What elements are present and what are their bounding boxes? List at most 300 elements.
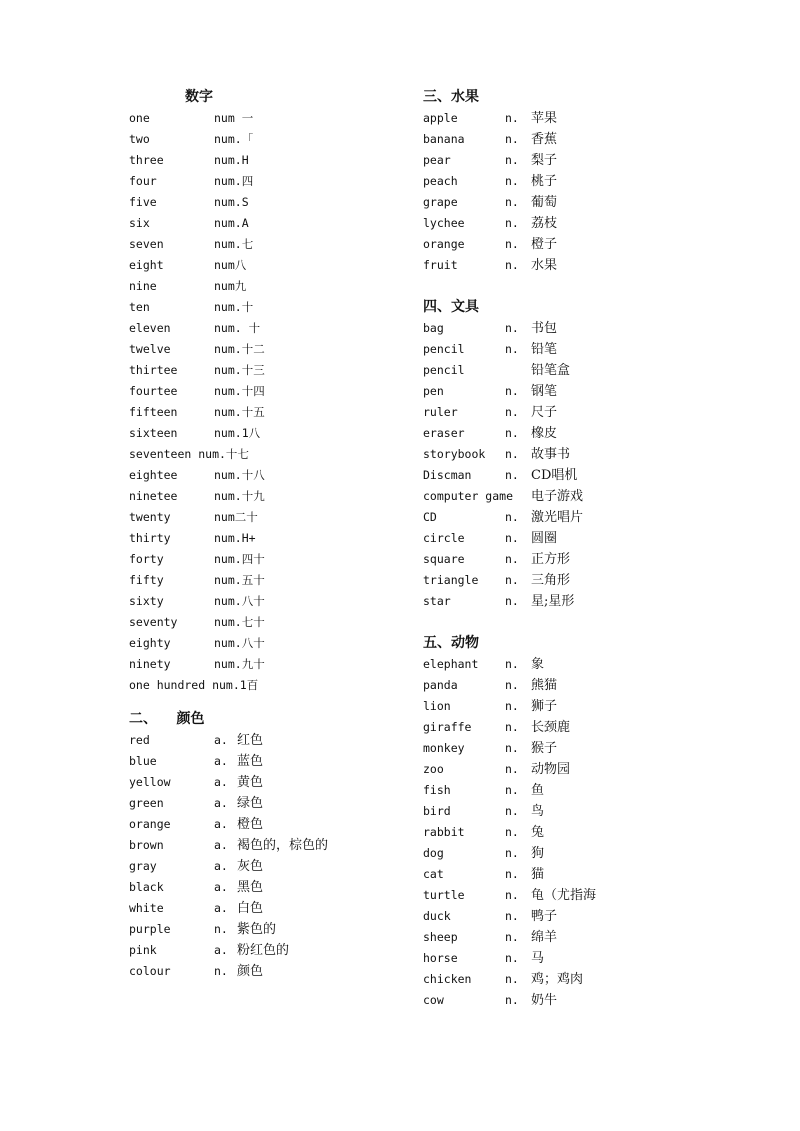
vocab-part-of-speech: n. (505, 762, 519, 776)
vocab-meaning: 钢笔 (531, 384, 558, 399)
vocab-row (129, 940, 399, 961)
vocab-meaning: num.十九 (214, 489, 265, 503)
vocab-meaning: 故事书 (531, 447, 571, 462)
vocab-word: red (129, 733, 150, 747)
vocab-word: peach (423, 174, 458, 188)
vocab-meaning: num.1八 (214, 426, 261, 440)
vocab-meaning: 黑色 (237, 880, 264, 895)
vocab-word: cat (423, 867, 444, 881)
vocab-row (423, 843, 723, 864)
vocab-part-of-speech: n. (505, 405, 519, 419)
vocab-part-of-speech: n. (505, 237, 519, 251)
vocab-row (129, 339, 399, 360)
vocab-row (129, 297, 399, 318)
vocab-row (423, 969, 723, 990)
vocab-part-of-speech: n. (505, 258, 519, 272)
vocab-word: fifteen (129, 405, 178, 419)
vocab-part-of-speech: n. (505, 510, 519, 524)
vocab-meaning: 白色 (237, 901, 264, 916)
vocab-row (423, 339, 723, 360)
vocab-row (423, 318, 723, 339)
vocab-word: duck (423, 909, 451, 923)
vocab-meaning: 绵羊 (531, 930, 558, 945)
vocab-meaning: num九 (214, 279, 247, 293)
vocab-part-of-speech: a. (214, 880, 228, 894)
vocab-word: white (129, 901, 164, 915)
vocab-part-of-speech: n. (505, 594, 519, 608)
vocab-row (129, 591, 399, 612)
vocab-row (423, 234, 723, 255)
vocab-meaning: num 一 (214, 111, 254, 125)
vocab-row (129, 129, 399, 150)
vocab-word: grape (423, 195, 458, 209)
vocab-word: eight (129, 258, 164, 272)
vocab-meaning: num.十五 (214, 405, 265, 419)
vocab-meaning: num.「 (214, 132, 254, 146)
vocab-word: storybook (423, 447, 486, 461)
vocab-meaning: num八 (214, 258, 247, 272)
vocab-row (129, 675, 399, 696)
vocab-word: yellow (129, 775, 171, 789)
vocab-part-of-speech: n. (505, 132, 519, 146)
vocab-meaning: num.九十 (214, 657, 265, 671)
vocab-row (129, 528, 399, 549)
vocab-row (423, 507, 723, 528)
vocab-part-of-speech: n. (505, 153, 519, 167)
stationery-section (423, 296, 723, 612)
vocab-word: five (129, 195, 157, 209)
vocab-row (423, 822, 723, 843)
vocab-word: cow (423, 993, 444, 1007)
vocab-meaning: 象 (531, 657, 545, 672)
vocab-meaning: 桃子 (531, 174, 558, 189)
vocab-word: circle (423, 531, 465, 545)
vocab-meaning: num.八十 (214, 594, 265, 608)
vocab-word: orange (423, 237, 465, 251)
vocab-part-of-speech: n. (505, 699, 519, 713)
vocab-meaning: num.十八 (214, 468, 265, 482)
vocab-row (423, 591, 723, 612)
vocab-row (423, 192, 723, 213)
vocab-part-of-speech: a. (214, 754, 228, 768)
vocab-meaning: num.八十 (214, 636, 265, 650)
vocab-meaning: 长颈鹿 (531, 720, 571, 735)
vocab-row (423, 717, 723, 738)
left-column (129, 86, 399, 982)
vocab-row (423, 927, 723, 948)
numbers-heading: 数字 (185, 89, 213, 105)
vocab-part-of-speech: n. (505, 951, 519, 965)
vocab-meaning: num. 十 (214, 321, 261, 335)
vocab-row (423, 885, 723, 906)
animals-heading: 五、动物 (423, 635, 479, 651)
vocab-word: giraffe (423, 720, 472, 734)
vocab-word: nine (129, 279, 157, 293)
vocab-row (129, 835, 399, 856)
vocab-meaning: 铅笔 (531, 342, 558, 357)
vocab-part-of-speech: n. (505, 741, 519, 755)
vocab-word: one (129, 111, 150, 125)
vocab-part-of-speech: n. (505, 468, 519, 482)
vocab-row (129, 730, 399, 751)
vocab-meaning: 紫色的 (237, 922, 277, 937)
vocab-row (129, 402, 399, 423)
vocab-row (129, 360, 399, 381)
vocab-meaning: 绿色 (237, 796, 264, 811)
vocab-row (129, 381, 399, 402)
vocab-meaning: 灰色 (237, 859, 264, 874)
vocab-row (129, 814, 399, 835)
vocab-word: twenty (129, 510, 171, 524)
vocab-meaning: num.四 (214, 174, 254, 188)
vocab-word: fruit (423, 258, 458, 272)
vocab-meaning: 香蕉 (531, 132, 558, 147)
vocab-word: twelve (129, 342, 171, 356)
vocab-row (423, 906, 723, 927)
vocab-part-of-speech: n. (505, 993, 519, 1007)
vocab-row (423, 570, 723, 591)
vocab-row (129, 549, 399, 570)
vocab-row (129, 423, 399, 444)
vocab-part-of-speech: a. (214, 838, 228, 852)
vocab-word: eraser (423, 426, 465, 440)
vocab-meaning: 狮子 (531, 699, 558, 714)
vocab-word: pencil (423, 363, 465, 377)
numbers-section (129, 86, 399, 696)
vocab-row (423, 696, 723, 717)
vocab-part-of-speech: a. (214, 817, 228, 831)
vocab-meaning: 三角形 (531, 573, 571, 588)
vocab-row (129, 276, 399, 297)
vocab-row (129, 772, 399, 793)
vocab-row (423, 381, 723, 402)
vocab-word: sheep (423, 930, 458, 944)
vocab-meaning: num.五十 (214, 573, 265, 587)
vocab-row (423, 864, 723, 885)
vocab-part-of-speech: n. (214, 922, 228, 936)
vocab-row (423, 528, 723, 549)
vocab-part-of-speech: a. (214, 859, 228, 873)
vocab-meaning: 动物园 (531, 762, 571, 777)
vocab-meaning: 黄色 (237, 775, 264, 790)
vocab-word: turtle (423, 888, 465, 902)
vocab-word: banana (423, 132, 465, 146)
vocab-row (423, 108, 723, 129)
vocab-meaning: 葡萄 (531, 195, 558, 210)
vocab-part-of-speech: n. (505, 573, 519, 587)
vocab-meaning: 铅笔盒 (531, 363, 571, 378)
vocab-row (423, 759, 723, 780)
numbers-list (129, 108, 399, 696)
vocab-row (129, 856, 399, 877)
vocab-word: fourtee (129, 384, 178, 398)
vocab-word: zoo (423, 762, 444, 776)
vocab-word: pen (423, 384, 444, 398)
vocab-meaning: num.H (214, 153, 249, 167)
vocab-meaning: num.A (214, 216, 249, 230)
vocab-word: apple (423, 111, 458, 125)
vocab-row (129, 570, 399, 591)
vocab-row (423, 423, 723, 444)
right-column (423, 86, 723, 1011)
fruits-section (423, 86, 723, 276)
vocab-word: seventy (129, 615, 178, 629)
vocab-row (423, 486, 723, 507)
vocab-word: eighty (129, 636, 171, 650)
vocab-row (423, 213, 723, 234)
vocab-meaning: 猫 (531, 867, 545, 882)
vocab-word: thirty (129, 531, 171, 545)
vocab-row (129, 507, 399, 528)
vocab-meaning: num.七十 (214, 615, 265, 629)
vocab-meaning: 颜色 (237, 964, 264, 979)
vocab-word: star (423, 594, 451, 608)
vocab-meaning: 橙色 (237, 817, 264, 832)
vocab-row (129, 486, 399, 507)
stationery-list (423, 318, 723, 612)
vocab-row (423, 549, 723, 570)
vocab-row (423, 801, 723, 822)
vocab-word: eightee (129, 468, 178, 482)
vocab-part-of-speech: n. (505, 825, 519, 839)
vocab-meaning: 圆圈 (531, 531, 558, 546)
vocab-word: sixteen (129, 426, 178, 440)
vocab-row (129, 898, 399, 919)
animals-section (423, 632, 723, 1011)
vocab-row (129, 108, 399, 129)
vocab-part-of-speech: n. (505, 846, 519, 860)
vocab-meaning: 苹果 (531, 111, 558, 126)
vocab-part-of-speech: n. (505, 384, 519, 398)
vocab-word: bag (423, 321, 444, 335)
vocab-part-of-speech: n. (505, 678, 519, 692)
vocab-row (423, 444, 723, 465)
vocab-part-of-speech: a. (214, 733, 228, 747)
vocab-row (129, 255, 399, 276)
vocab-word: ruler (423, 405, 458, 419)
vocab-word: six (129, 216, 150, 230)
vocab-part-of-speech: n. (505, 531, 519, 545)
vocab-word: elephant (423, 657, 479, 671)
vocab-word: eleven (129, 321, 171, 335)
vocab-row (423, 675, 723, 696)
vocab-row (423, 360, 723, 381)
vocab-row (129, 961, 399, 982)
vocab-row (129, 213, 399, 234)
vocab-meaning: 荔枝 (531, 216, 558, 231)
colors-section (129, 708, 399, 982)
vocab-meaning: 龟（尤指海 (531, 888, 597, 903)
vocab-word: pencil (423, 342, 465, 356)
vocab-row (129, 171, 399, 192)
vocab-word: triangle (423, 573, 479, 587)
vocab-part-of-speech: a. (214, 775, 228, 789)
vocab-word: bird (423, 804, 451, 818)
vocab-part-of-speech: n. (505, 111, 519, 125)
vocab-part-of-speech: n. (505, 657, 519, 671)
vocab-row (129, 877, 399, 898)
vocab-row (129, 234, 399, 255)
vocab-word: three (129, 153, 164, 167)
vocab-row (129, 751, 399, 772)
vocab-meaning: num.S (214, 195, 249, 209)
vocab-row (129, 793, 399, 814)
vocab-row (129, 150, 399, 171)
vocab-row (423, 738, 723, 759)
vocab-meaning: 鸭子 (531, 909, 558, 924)
vocab-word: colour (129, 964, 171, 978)
vocab-word: seven (129, 237, 164, 251)
vocab-word: square (423, 552, 465, 566)
vocab-word: fish (423, 783, 451, 797)
vocab-part-of-speech: n. (214, 964, 228, 978)
vocab-row (129, 633, 399, 654)
vocab-meaning: 电子游戏 (531, 489, 584, 504)
vocab-word: pear (423, 153, 451, 167)
vocab-word: fifty (129, 573, 164, 587)
vocab-part-of-speech: n. (505, 195, 519, 209)
vocab-word: forty (129, 552, 164, 566)
vocab-word: rabbit (423, 825, 465, 839)
vocab-row (129, 444, 399, 465)
vocab-word: monkey (423, 741, 465, 755)
vocab-row (129, 919, 399, 940)
colors-heading: 二、 颜色 (129, 711, 205, 727)
vocab-word: Discman (423, 468, 472, 482)
vocab-meaning: 蓝色 (237, 754, 264, 769)
vocab-meaning: num.十二 (214, 342, 265, 356)
vocab-part-of-speech: n. (505, 909, 519, 923)
vocab-word: chicken (423, 972, 472, 986)
vocab-row (423, 255, 723, 276)
vocab-word: one hundred num.1百 (129, 678, 259, 692)
vocab-row (129, 654, 399, 675)
vocab-word: sixty (129, 594, 164, 608)
vocab-part-of-speech: n. (505, 867, 519, 881)
vocab-row (129, 612, 399, 633)
vocab-part-of-speech: n. (505, 174, 519, 188)
vocab-meaning: 马 (531, 951, 545, 966)
vocab-part-of-speech: n. (505, 552, 519, 566)
vocab-word: lychee (423, 216, 465, 230)
vocab-part-of-speech: n. (505, 783, 519, 797)
vocab-meaning: 正方形 (531, 552, 571, 567)
vocab-row (423, 990, 723, 1011)
vocab-row (423, 780, 723, 801)
vocab-word: blue (129, 754, 157, 768)
vocab-part-of-speech: n. (505, 342, 519, 356)
vocab-word: orange (129, 817, 171, 831)
vocab-meaning: 红色 (237, 733, 264, 748)
vocab-part-of-speech: n. (505, 930, 519, 944)
vocab-part-of-speech: a. (214, 943, 228, 957)
vocab-part-of-speech: a. (214, 901, 228, 915)
vocab-meaning: 水果 (531, 258, 558, 273)
colors-list (129, 730, 399, 982)
vocab-meaning: 鱼 (531, 783, 545, 798)
vocab-part-of-speech: n. (505, 804, 519, 818)
vocab-meaning: num.H+ (214, 531, 256, 545)
vocab-word: thirtee (129, 363, 178, 377)
vocab-part-of-speech: a. (214, 796, 228, 810)
vocab-row (423, 171, 723, 192)
vocab-meaning: 猴子 (531, 741, 558, 756)
stationery-heading: 四、文具 (423, 299, 479, 315)
vocab-word: ninetee (129, 489, 178, 503)
vocab-word: pink (129, 943, 157, 957)
vocab-row (423, 948, 723, 969)
vocab-part-of-speech: n. (505, 720, 519, 734)
vocab-word: purple (129, 922, 171, 936)
vocab-meaning: 狗 (531, 846, 545, 861)
vocab-meaning: 鸟 (531, 804, 545, 819)
vocab-word: horse (423, 951, 458, 965)
vocab-row (423, 150, 723, 171)
vocab-meaning: 鸡；鸡肉 (531, 972, 584, 987)
vocab-meaning: 奶牛 (531, 993, 558, 1008)
vocab-meaning: 梨子 (531, 153, 558, 168)
vocab-meaning: 尺子 (531, 405, 558, 420)
vocab-meaning: num.四十 (214, 552, 265, 566)
vocab-meaning: num.十 (214, 300, 254, 314)
vocab-meaning: 橡皮 (531, 426, 558, 441)
vocab-word: panda (423, 678, 458, 692)
vocab-word: green (129, 796, 164, 810)
vocab-part-of-speech: n. (505, 216, 519, 230)
vocab-meaning: 橙子 (531, 237, 558, 252)
vocab-word: gray (129, 859, 157, 873)
vocab-part-of-speech: n. (505, 426, 519, 440)
vocab-row (423, 465, 723, 486)
vocab-meaning: num二十 (214, 510, 258, 524)
vocab-meaning: 激光唱片 (531, 510, 584, 525)
vocab-meaning: CD唱机 (531, 468, 578, 483)
vocab-word: ten (129, 300, 150, 314)
vocab-meaning: num.十三 (214, 363, 265, 377)
vocab-row (423, 129, 723, 150)
vocab-word: lion (423, 699, 451, 713)
vocab-row (129, 192, 399, 213)
vocab-part-of-speech: n. (505, 888, 519, 902)
vocab-meaning: num.十四 (214, 384, 265, 398)
vocab-word: black (129, 880, 164, 894)
vocab-meaning: num.七 (214, 237, 254, 251)
vocab-word: brown (129, 838, 164, 852)
vocab-meaning: 星;星形 (531, 594, 575, 609)
vocab-word: computer game (423, 489, 514, 503)
vocab-part-of-speech: n. (505, 447, 519, 461)
vocab-meaning: 粉红色的 (237, 943, 290, 958)
vocab-row (129, 318, 399, 339)
vocab-part-of-speech: n. (505, 972, 519, 986)
vocab-meaning: 褐色的，棕色的 (237, 838, 329, 853)
fruits-heading: 三、水果 (423, 89, 479, 105)
vocab-row (129, 465, 399, 486)
vocab-word: dog (423, 846, 444, 860)
vocab-word: four (129, 174, 157, 188)
vocab-word: seventeen num.十七 (129, 447, 249, 461)
vocab-part-of-speech: n. (505, 321, 519, 335)
vocab-word: ninety (129, 657, 171, 671)
vocab-word: two (129, 132, 150, 146)
vocab-row (423, 402, 723, 423)
vocab-row (423, 654, 723, 675)
vocab-meaning: 兔 (531, 825, 545, 840)
vocab-meaning: 熊猫 (531, 678, 558, 693)
vocab-meaning: 书包 (531, 321, 558, 336)
vocab-word: CD (423, 510, 437, 524)
animals-list (423, 654, 723, 1011)
